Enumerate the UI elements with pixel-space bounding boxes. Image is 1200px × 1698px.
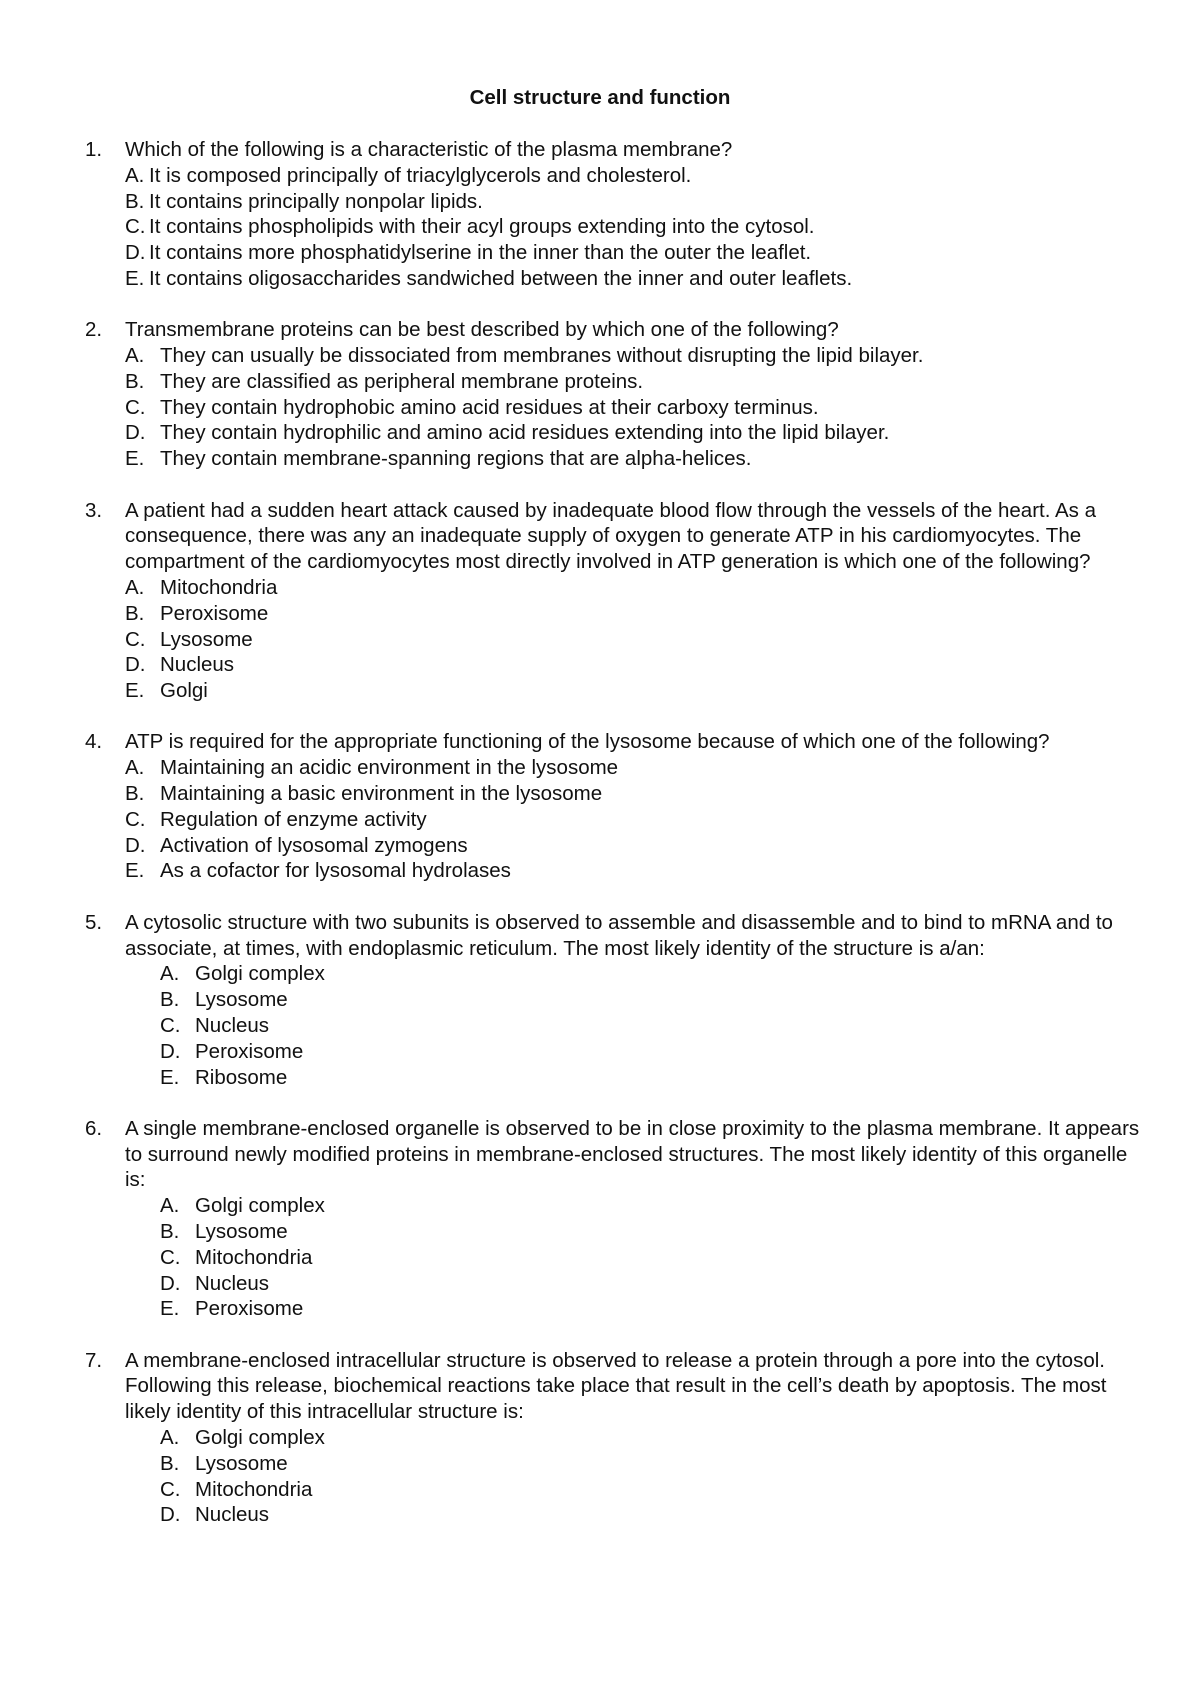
question-stem: Which of the following is a characteristic of the plasma membrane? — [125, 138, 733, 161]
question-item — [85, 910, 1145, 1091]
question-number: 6. — [85, 1116, 103, 1140]
answer-option — [125, 446, 1145, 472]
answer-option — [160, 961, 1145, 987]
question-stem: A single membrane-enclosed organelle is observed to be in close proximity to the plasma membrane. It appears to surround newly modified proteins in membrane-enclosed structures. The most likely identity of this organelle is: — [125, 1116, 1140, 1192]
question-number: 4. — [85, 730, 103, 754]
option-text: It contains phospholipids with their acyl groups extending into the cytosol. — [149, 215, 815, 239]
option-text: They contain hydrophilic and amino acid residues extending into the lipid bilayer. — [160, 421, 890, 445]
answer-option — [125, 214, 1145, 240]
option-letter: A. — [125, 344, 145, 368]
answer-option — [160, 1271, 1145, 1297]
option-letter: E. — [125, 859, 145, 883]
answer-option — [125, 627, 1145, 653]
option-letter: C. — [125, 807, 146, 831]
answer-option — [125, 858, 1145, 884]
option-letter: B. — [160, 1451, 180, 1475]
answer-options — [125, 343, 1145, 472]
question-number: 5. — [85, 910, 103, 934]
option-letter: A. — [160, 1194, 180, 1218]
answer-options — [125, 1193, 1145, 1322]
option-letter: A. — [125, 575, 145, 599]
answer-option — [125, 575, 1145, 601]
option-letter: B. — [125, 601, 145, 625]
option-letter: B. — [125, 369, 145, 393]
option-text: Lysosome — [195, 988, 288, 1012]
answer-option — [160, 1425, 1145, 1451]
answer-option — [160, 1245, 1145, 1271]
page-title: Cell structure and function — [469, 86, 731, 109]
answer-option — [125, 343, 1145, 369]
question-number: 3. — [85, 498, 103, 522]
question-stem: Transmembrane proteins can be best described by which one of the following? — [125, 318, 839, 342]
option-letter: C. — [160, 1477, 181, 1501]
question-list — [85, 137, 1145, 1554]
answer-option — [160, 1065, 1145, 1091]
option-letter: A. — [125, 163, 145, 187]
answer-option — [125, 395, 1145, 421]
answer-options — [125, 1425, 1145, 1528]
option-letter: B. — [160, 988, 180, 1012]
answer-options — [125, 163, 1145, 292]
option-text: They contain membrane-spanning regions that are alpha-helices. — [160, 447, 752, 471]
option-letter: A. — [160, 1426, 180, 1450]
option-letter: E. — [125, 679, 145, 703]
question-item — [85, 137, 1145, 292]
question-stem: A patient had a sudden heart attack caused by inadequate blood flow through the vessels of the heart. As a consequence, there was any an inadequate supply of oxygen to generate ATP in his cardiomyocytes. The compartment of the cardiomyocytes most directly involved in ATP generation is which one of the following? — [125, 498, 1097, 574]
option-text: Lysosome — [195, 1219, 288, 1243]
answer-option — [160, 1013, 1145, 1039]
option-text: Activation of lysosomal zymogens — [160, 833, 468, 857]
option-text: Golgi complex — [195, 1194, 325, 1218]
option-text: Mitochondria — [195, 1245, 313, 1269]
option-text: As a cofactor for lysosomal hydrolases — [160, 859, 511, 883]
option-text: Nucleus — [195, 1503, 270, 1527]
option-letter: A. — [125, 756, 145, 780]
option-text: Nucleus — [195, 1271, 270, 1295]
question-stem: ATP is required for the appropriate functioning of the lysosome because of which one of the following? — [125, 730, 1050, 754]
option-text: Mitochondria — [160, 575, 278, 599]
answer-option — [160, 1039, 1145, 1065]
option-text: Nucleus — [195, 1013, 270, 1037]
option-text: Maintaining an acidic environment in the lysosome — [160, 756, 619, 780]
answer-option — [125, 369, 1145, 395]
option-text: It contains more phosphatidylserine in the inner than the outer the leaflet. — [149, 241, 812, 265]
option-letter: C. — [160, 1245, 181, 1269]
option-letter: D. — [160, 1271, 181, 1295]
answer-option — [125, 240, 1145, 266]
option-text: Golgi — [160, 679, 208, 703]
question-item — [85, 729, 1145, 884]
option-letter: D. — [125, 653, 146, 677]
option-letter: C. — [125, 627, 146, 651]
answer-option — [125, 652, 1145, 678]
answer-option — [125, 807, 1145, 833]
option-text: They can usually be dissociated from membranes without disrupting the lipid bilayer. — [160, 344, 924, 368]
option-letter: B. — [125, 782, 145, 806]
option-text: It contains oligosaccharides sandwiched between the inner and outer leaflets. — [149, 266, 853, 290]
option-letter: D. — [160, 1039, 181, 1063]
answer-option — [125, 781, 1145, 807]
question-item — [85, 1116, 1145, 1322]
question-number: 7. — [85, 1348, 103, 1372]
option-text: Peroxisome — [195, 1039, 304, 1063]
option-letter: A. — [160, 962, 180, 986]
answer-option — [125, 678, 1145, 704]
option-text: Peroxisome — [160, 601, 269, 625]
answer-option — [160, 1219, 1145, 1245]
option-text: They contain hydrophobic amino acid residues at their carboxy terminus. — [160, 395, 819, 419]
option-text: Golgi complex — [195, 1426, 325, 1450]
question-item — [85, 1348, 1145, 1529]
option-letter: D. — [160, 1503, 181, 1527]
answer-options — [125, 575, 1145, 704]
question-stem: A membrane-enclosed intracellular structure is observed to release a protein through a pore into the cytosol. Following this release, biochemical reactions take place that result in the cell’s death by apoptosis. The most likely identity of this intracellular structure is: — [125, 1348, 1107, 1424]
option-letter: D. — [125, 241, 146, 265]
answer-option — [125, 266, 1145, 292]
answer-option — [160, 1296, 1145, 1322]
answer-option — [160, 987, 1145, 1013]
answer-option — [125, 833, 1145, 859]
option-text: Regulation of enzyme activity — [160, 807, 427, 831]
option-text: They are classified as peripheral membrane proteins. — [160, 369, 644, 393]
option-text: Lysosome — [160, 627, 253, 651]
option-text: Ribosome — [195, 1065, 288, 1089]
question-stem: A cytosolic structure with two subunits is observed to assemble and disassemble and to bind to mRNA and to associate, at times, with endoplasmic reticulum. The most likely identity of the structure is a/an: — [125, 910, 1113, 960]
answer-option — [125, 601, 1145, 627]
answer-option — [160, 1477, 1145, 1503]
option-letter: B. — [160, 1219, 180, 1243]
question-item — [85, 498, 1145, 704]
option-letter: E. — [125, 447, 145, 471]
option-text: Maintaining a basic environment in the lysosome — [160, 782, 603, 806]
question-item — [85, 317, 1145, 472]
option-text: Lysosome — [195, 1451, 288, 1475]
option-letter: D. — [125, 421, 146, 445]
question-number: 1. — [85, 138, 103, 161]
option-letter: C. — [125, 395, 146, 419]
answer-option — [125, 420, 1145, 446]
answer-option — [125, 755, 1145, 781]
answer-option — [160, 1502, 1145, 1528]
option-letter: E. — [125, 266, 145, 290]
option-text: Nucleus — [160, 653, 235, 677]
option-text: Peroxisome — [195, 1297, 304, 1321]
option-text: Golgi complex — [195, 962, 325, 986]
option-text: It contains principally nonpolar lipids. — [149, 189, 483, 213]
answer-option — [125, 189, 1145, 215]
answer-option — [160, 1451, 1145, 1477]
option-letter: C. — [160, 1013, 181, 1037]
answer-options — [125, 961, 1145, 1090]
option-letter: B. — [125, 189, 145, 213]
answer-options — [125, 755, 1145, 884]
option-letter: E. — [160, 1065, 180, 1089]
question-number: 2. — [85, 318, 103, 342]
option-letter: C. — [125, 215, 146, 239]
option-text: It is composed principally of triacylglycerols and cholesterol. — [149, 163, 692, 187]
answer-option — [160, 1193, 1145, 1219]
option-text: Mitochondria — [195, 1477, 313, 1501]
answer-option — [125, 163, 1145, 189]
option-letter: E. — [160, 1297, 180, 1321]
option-letter: D. — [125, 833, 146, 857]
